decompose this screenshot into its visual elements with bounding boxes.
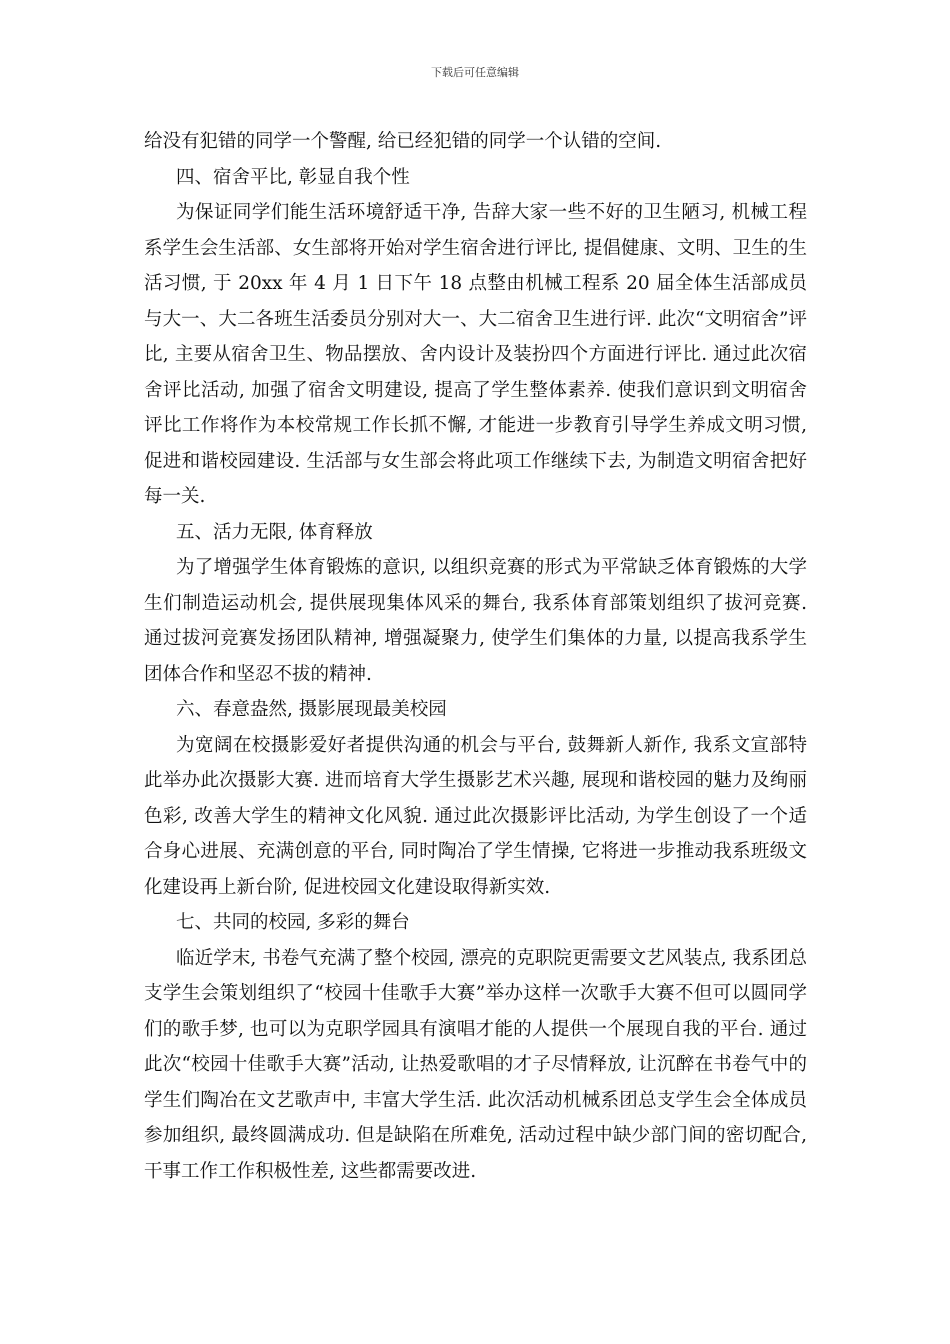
section-heading-6: 六、春意盎然, 摄影展现最美校园 xyxy=(176,699,447,720)
paragraph-singing-contest: 临近学末, 书卷气充满了整个校园, 漂亮的克职院更需要文艺风装点, 我系团总支学生会策划组织了“校园十佳歌手大赛”举办这样一次歌手大赛不但可以圆同学们的歌手梦, 也可以为克职学园具有演唱才能的人提供一个展现自我的平台. 通过此次“校园十佳歌手大赛”活动, 让热爱歌唱的才子尽情释放, 让沉醉在书卷气中的学生们陶冶在文艺歌声中, 丰富大学生活. 此次活动机械系团总支学生会全体成员参加组织, 最终圆满成功. 但是缺陷在所难免, 活动过程中缺少部门间的密切配合, 干事工作工作积极性差, 这些都需要改进. xyxy=(144,947,807,1182)
section-heading-4: 四、宿舍平比, 彰显自我个性 xyxy=(176,166,410,188)
paragraph-photography: 为宽阔在校摄影爱好者提供沟通的机会与平台, 鼓舞新人新作, 我系文宣部特此举办此次摄影大赛. 进而培育大学生摄影艺术兴趣, 展现和谐校园的魅力及绚丽色彩, 改善大学生的精神文化风貌. 通过此次摄影评比活动, 为学生创设了一个适合身心进展、充满创意的平台, 同时陶冶了学生情操, 它将进一步推动我系班级文化建设再上新台阶, 促进校园文化建设取得新实效. xyxy=(144,734,807,898)
paragraph-continuation: 给没有犯错的同学一个警醒, 给已经犯错的同学一个认错的空间. xyxy=(144,131,662,152)
section-heading-5: 五、活力无限, 体育释放 xyxy=(176,521,373,543)
document-body xyxy=(144,124,807,1189)
section-heading-7: 七、共同的校园, 多彩的舞台 xyxy=(176,912,410,933)
page-header: 下载后可任意编辑 xyxy=(431,66,519,79)
paragraph-dorm-evaluation: 为保证同学们能生活环境舒适干净, 告辞大家一些不好的卫生陋习, 机械工程系学生会生活部、女生部将开始对学生宿舍进行评比, 提倡健康、文明、卫生的生活习惯, 于 20xx 年 4 月 1 日下午 18 点整由机械工程系 20 届全体生活部成员与大一、大二各班生活委员分别对大一、大二宿舍卫生进行评. 此次“文明宿舍”评比, 主要从宿舍卫生、物品摆放、舍内设计及装扮四个方面进行评比. 通过此次宿舍评比活动, 加强了宿舍文明建设, 提高了学生整体素养. 使我们意识到文明宿舍评比工作将作为本校常规工作长抓不懈, 才能进一步教育引导学生养成文明习惯, 促进和谐校园建设. 生活部与女生部会将此项工作继续下去, 为制造文明宿舍把好每一关. xyxy=(144,202,807,507)
paragraph-sports: 为了增强学生体育锻炼的意识, 以组织竞赛的形式为平常缺乏体育锻炼的大学生们制造运动机会, 提供展现集体风采的舞台, 我系体育部策划组织了拔河竞赛. 通过拔河竞赛发扬团队精神, 增强凝聚力, 使学生们集体的力量, 以提高我系学生团体合作和坚忍不拔的精神. xyxy=(144,557,807,685)
